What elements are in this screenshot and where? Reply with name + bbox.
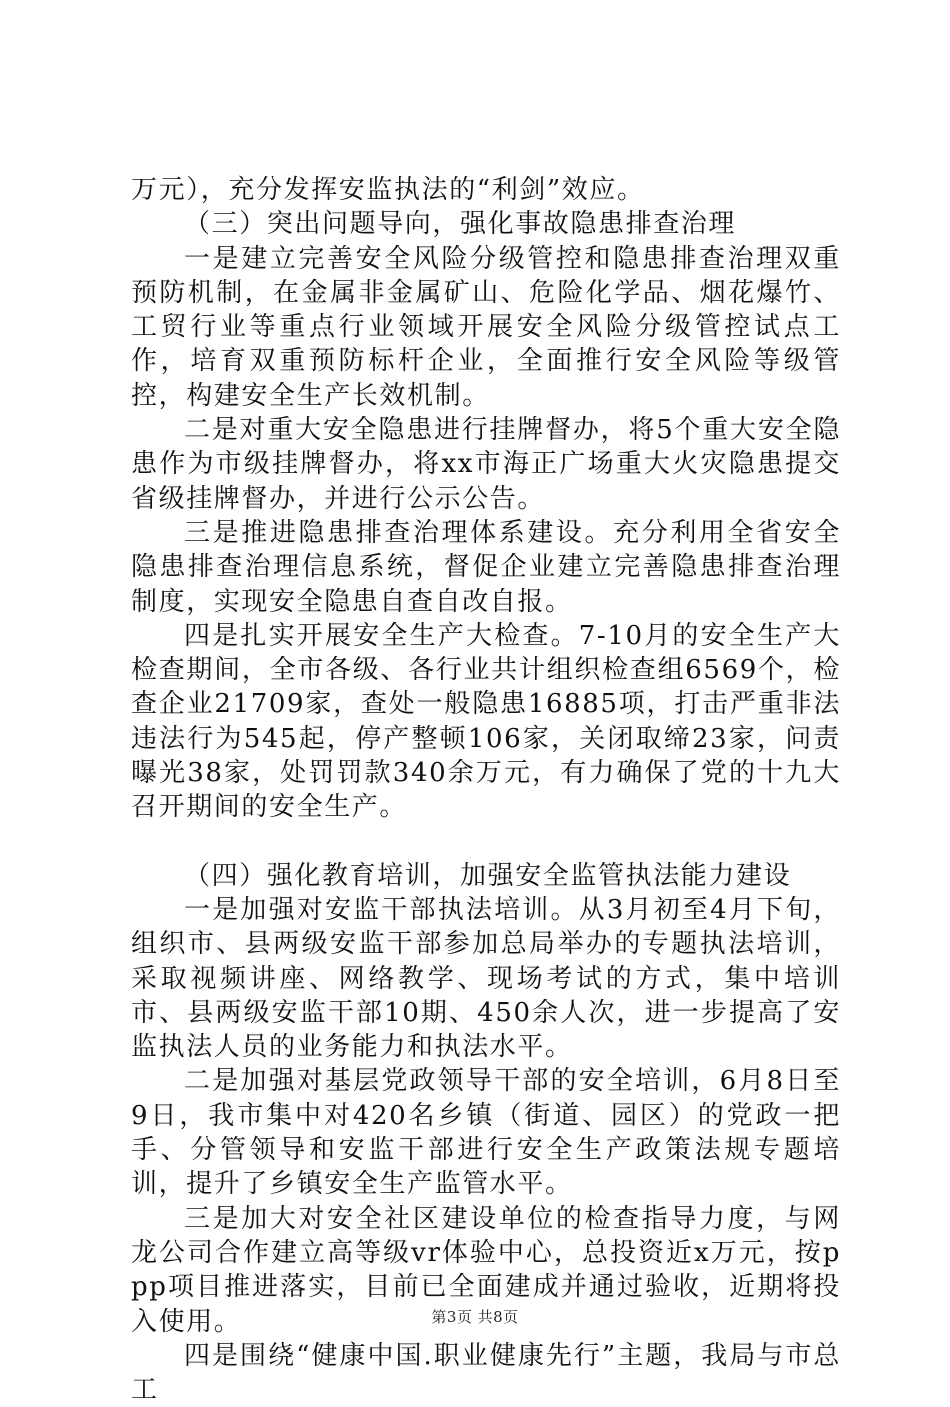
section-heading-3: （三）突出问题导向，强化事故隐患排查治理: [184, 209, 737, 240]
page-number-footer: 第3页 共8页: [431, 1308, 519, 1326]
paragraph: 二是对重大安全隐患进行挂牌督办，将5个重大安全隐患作为市级挂牌督办，将xx市海正广场重大火灾隐患提交省级挂牌督办，并进行公示公告。: [131, 415, 841, 514]
paragraph: 一是建立完善安全风险分级管控和隐患排查治理双重预防机制，在金属非金属矿山、危险化学品、烟花爆竹、工贸行业等重点行业领域开展安全风险分级管控试点工作，培育双重预防标杆企业，全面推行安全风险等级管控，构建安全生产长效机制。: [131, 243, 841, 411]
section-heading-4: （四）强化教育培训，加强安全监管执法能力建设: [184, 860, 792, 891]
paragraph: 四是扎实开展安全生产大检查。7-10月的安全生产大检查期间，全市各级、各行业共计组织检查组6569个，检查企业21709家，查处一般隐患16885项，打击严重非法违法行为545起，停产整顿106家，关闭取缔23家，问责曝光38家，处罚罚款340余万元，有力确保了党的十九大召开期间的安全生产。: [131, 620, 841, 823]
paragraph: 三是推进隐患排查治理体系建设。充分利用全省安全隐患排查治理信息系统，督促企业建立完善隐患排查治理制度，实现安全隐患自查自改自报。: [131, 517, 841, 617]
paragraph: 三是加大对安全社区建设单位的检查指导力度，与网龙公司合作建立高等级vr体验中心，总投资近x万元，按ppp项目推进落实，目前已全面建成并通过验收，近期将投入使用。: [131, 1203, 841, 1337]
paragraph: 二是加强对基层党政领导干部的安全培训，6月8日至9日，我市集中对420名乡镇（街道、园区）的党政一把手、分管领导和安监干部进行安全生产政策法规专题培训，提升了乡镇安全生产监管水平。: [131, 1066, 842, 1200]
paragraph: 四是围绕“健康中国.职业健康先行”主题，我局与市总工: [131, 1340, 841, 1406]
paragraph-continuation: 万元），充分发挥安监执法的“利剑”效应。: [131, 175, 645, 205]
paragraph: 一是加强对安监干部执法培训。从3月初至4月下旬，组织市、县两级安监干部参加总局举办的专题执法培训，采取视频讲座、网络教学、现场考试的方式，集中培训市、县两级安监干部10期、450余人次，进一步提高了安监执法人员的业务能力和执法水平。: [131, 894, 842, 1063]
document-body: [131, 173, 841, 1407]
